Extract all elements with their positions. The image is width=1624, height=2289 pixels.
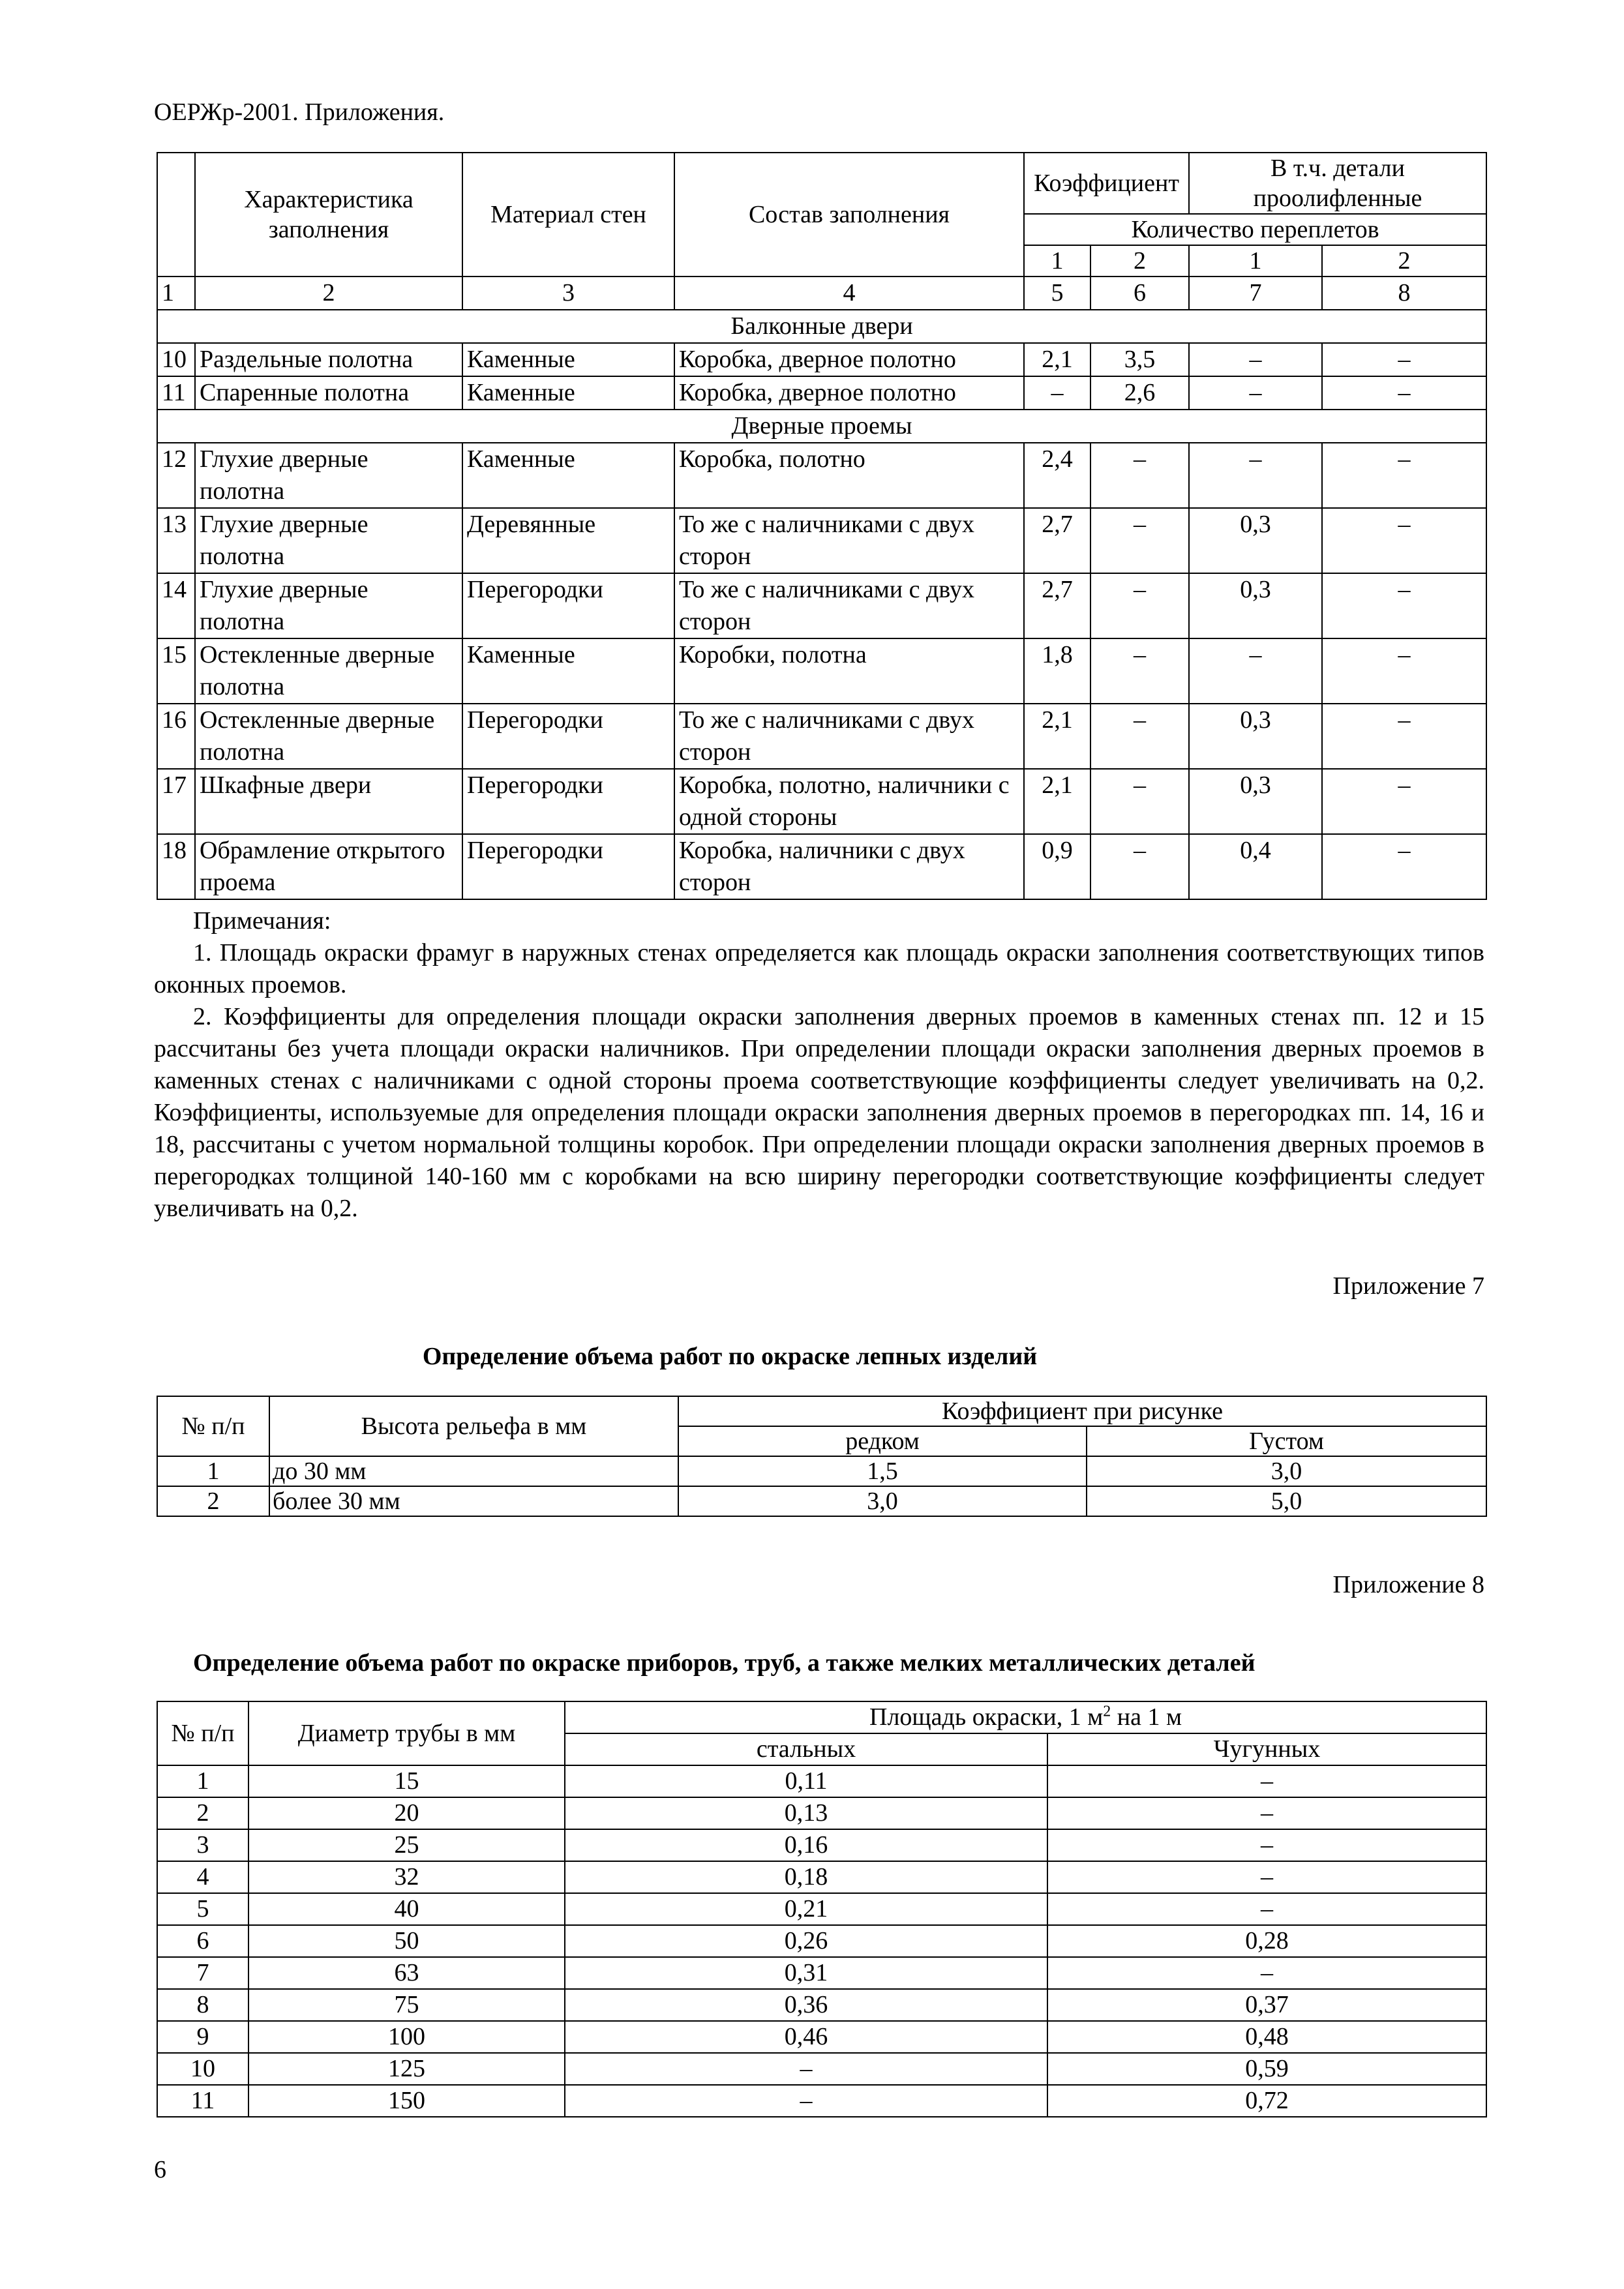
cell-p1: 0,3 xyxy=(1189,508,1322,573)
table-row xyxy=(157,1797,1486,1829)
cell-steel: 0,26 xyxy=(565,1925,1047,1957)
cell-material: Каменные xyxy=(462,638,674,704)
header-coefficient: Коэффициент xyxy=(1024,153,1189,214)
cell-steel: 0,16 xyxy=(565,1829,1047,1861)
cell-num: 4 xyxy=(157,1861,248,1893)
cell-num: 2 xyxy=(157,1486,269,1516)
cell-material: Перегородки xyxy=(462,834,674,899)
cell-num: 8 xyxy=(157,1989,248,2021)
cell-composition: Коробка, полотно, наличники с одной стороны xyxy=(674,769,1024,834)
appendix-7-title xyxy=(157,1342,1486,1371)
appendix-7-title-text: Определение объема работ по окраске лепных изделий xyxy=(422,1343,1038,1370)
cell-composition: То же с наличниками с двух сторон xyxy=(674,508,1024,573)
cell-characteristic: Глухие дверные полотна xyxy=(195,508,462,573)
cell-p1: 0,3 xyxy=(1189,769,1322,834)
table-row xyxy=(157,573,1486,638)
cell-material: Перегородки xyxy=(462,704,674,769)
header-paint-area-sup: 2 xyxy=(1103,1703,1111,1720)
cell-composition: Коробка, наличники с двух сторон xyxy=(674,834,1024,899)
table-row xyxy=(157,1829,1486,1861)
header-paint-area xyxy=(565,1701,1486,1733)
table-row xyxy=(157,343,1486,376)
header-sub: 2 xyxy=(1090,245,1189,277)
cell-p1: – xyxy=(1189,376,1322,410)
cell-characteristic: Раздельные полотна xyxy=(195,343,462,376)
cell-diameter: 50 xyxy=(248,1925,565,1957)
cell-k1: 2,4 xyxy=(1024,443,1090,508)
col-number: 4 xyxy=(674,277,1024,310)
cell-height: до 30 мм xyxy=(269,1456,678,1486)
header-sub: 2 xyxy=(1322,245,1486,277)
col-number: 6 xyxy=(1090,277,1189,310)
cell-p2: – xyxy=(1322,769,1486,834)
header-coefficient: Коэффициент при рисунке xyxy=(678,1396,1486,1426)
header-characteristic: Характеристика заполнения xyxy=(195,153,462,277)
cell-k1: 2,1 xyxy=(1024,343,1090,376)
cell-p1: – xyxy=(1189,638,1322,704)
table-row xyxy=(157,508,1486,573)
table-row xyxy=(157,1861,1486,1893)
cell-characteristic: Глухие дверные полотна xyxy=(195,573,462,638)
cell-cast-iron: – xyxy=(1047,1861,1486,1893)
cell-num: 11 xyxy=(157,376,195,410)
col-number: 2 xyxy=(195,277,462,310)
cell-material: Перегородки xyxy=(462,769,674,834)
cell-cast-iron: – xyxy=(1047,1893,1486,1925)
pipes-table xyxy=(157,1701,1487,2117)
cell-num: 11 xyxy=(157,2085,248,2117)
cell-diameter: 63 xyxy=(248,1957,565,1989)
header-cast-iron: Чугунных xyxy=(1047,1733,1486,1765)
cell-p2: – xyxy=(1322,834,1486,899)
note-1: 1. Площадь окраски фрамуг в наружных стенах определяется как площадь окраски заполнения соответствующих типов оконных проемов. xyxy=(154,939,1484,998)
cell-num: 1 xyxy=(157,1456,269,1486)
page-number: 6 xyxy=(154,2156,166,2183)
cell-characteristic: Шкафные двери xyxy=(195,769,462,834)
header-paint-area-text: Площадь окраски, 1 м xyxy=(869,1703,1104,1731)
cell-steel: 0,36 xyxy=(565,1989,1047,2021)
cell-composition: Коробка, дверное полотно xyxy=(674,343,1024,376)
cell-p2: – xyxy=(1322,638,1486,704)
cell-num: 7 xyxy=(157,1957,248,1989)
cell-num: 10 xyxy=(157,343,195,376)
cell-k1: 2,7 xyxy=(1024,508,1090,573)
cell-characteristic: Остекленные дверные полотна xyxy=(195,638,462,704)
cell-p1: 0,4 xyxy=(1189,834,1322,899)
cell-num: 5 xyxy=(157,1893,248,1925)
table-row xyxy=(157,704,1486,769)
cell-p2: – xyxy=(1322,343,1486,376)
cell-diameter: 20 xyxy=(248,1797,565,1829)
cell-steel: 0,13 xyxy=(565,1797,1047,1829)
cell-k2: – xyxy=(1090,704,1189,769)
cell-num: 14 xyxy=(157,573,195,638)
cell-num: 15 xyxy=(157,638,195,704)
notes-title: Примечания: xyxy=(193,907,331,935)
cell-steel: 0,11 xyxy=(565,1765,1047,1797)
cell-k2: – xyxy=(1090,769,1189,834)
cell-num: 13 xyxy=(157,508,195,573)
cell-material: Каменные xyxy=(462,443,674,508)
table-row xyxy=(157,2053,1486,2085)
cell-num: 9 xyxy=(157,2021,248,2053)
table-row xyxy=(157,1893,1486,1925)
section-door-openings: Дверные проемы xyxy=(157,410,1486,443)
cell-cast-iron: 0,37 xyxy=(1047,1989,1486,2021)
header-steel: стальных xyxy=(565,1733,1047,1765)
col-number: 5 xyxy=(1024,277,1090,310)
doors-coefficient-table xyxy=(157,152,1487,900)
cell-k2: 3,5 xyxy=(1090,343,1189,376)
section-balcony: Балконные двери xyxy=(157,310,1486,343)
table-row xyxy=(157,2085,1486,2117)
cell-composition: Коробка, дверное полотно xyxy=(674,376,1024,410)
cell-p1: 0,3 xyxy=(1189,573,1322,638)
header-sub: 1 xyxy=(1024,245,1090,277)
note-2: 2. Коэффициенты для определения площади окраски заполнения дверных проемов в каменных стенах пп. 12 и 15 рассчитаны без учета площади окраски наличников. При определении площади окраски заполнения дверных проемов в каменных стенах с наличниками с одной стороны проема соответствующие коэффициенты следует увеличивать на 0,2. Коэффициенты, используемые для определения площади окраски заполнения дверных проемов в перегородках пп. 14, 16 и 18, рассчитаны с учетом нормальной толщины коробок. При определении площади окраски заполнения дверных проемов в перегородках толщиной 140-160 мм с коробками на всю ширину перегородки соответствующие коэффициенты следует увеличивать на 0,2. xyxy=(154,1003,1484,1222)
cell-cast-iron: – xyxy=(1047,1797,1486,1829)
header-num: № п/п xyxy=(157,1396,269,1456)
header-sub: 1 xyxy=(1189,245,1322,277)
cell-k1: – xyxy=(1024,376,1090,410)
cell-dense: 5,0 xyxy=(1087,1486,1486,1516)
cell-steel: 0,31 xyxy=(565,1957,1047,1989)
cell-diameter: 15 xyxy=(248,1765,565,1797)
col-number: 1 xyxy=(157,277,195,310)
cell-num: 18 xyxy=(157,834,195,899)
table-row xyxy=(157,376,1486,410)
cell-k2: – xyxy=(1090,638,1189,704)
cell-cast-iron: – xyxy=(1047,1829,1486,1861)
cell-num: 16 xyxy=(157,704,195,769)
cell-diameter: 25 xyxy=(248,1829,565,1861)
cell-p2: – xyxy=(1322,704,1486,769)
cell-dense: 3,0 xyxy=(1087,1456,1486,1486)
header-num: № п/п xyxy=(157,1701,248,1765)
cell-material: Каменные xyxy=(462,343,674,376)
cell-num: 6 xyxy=(157,1925,248,1957)
cell-k2: – xyxy=(1090,508,1189,573)
running-header: ОЕРЖр-2001. Приложения. xyxy=(154,98,445,126)
table-row xyxy=(157,769,1486,834)
cell-k1: 2,1 xyxy=(1024,704,1090,769)
cell-k2: – xyxy=(1090,443,1189,508)
header-relief-height: Высота рельефа в мм xyxy=(269,1396,678,1456)
cell-num: 1 xyxy=(157,1765,248,1797)
header-frames: Количество переплетов xyxy=(1024,214,1486,245)
cell-cast-iron: – xyxy=(1047,1957,1486,1989)
cell-num: 10 xyxy=(157,2053,248,2085)
table-row xyxy=(157,1989,1486,2021)
cell-steel: 0,46 xyxy=(565,2021,1047,2053)
col-number: 8 xyxy=(1322,277,1486,310)
table-row xyxy=(157,1456,1486,1486)
cell-material: Перегородки xyxy=(462,573,674,638)
notes xyxy=(154,905,1484,1225)
cell-rare: 3,0 xyxy=(678,1486,1087,1516)
cell-p2: – xyxy=(1322,573,1486,638)
cell-characteristic: Обрамление открытого проема xyxy=(195,834,462,899)
header-paint-area-text-2: на 1 м xyxy=(1111,1703,1182,1731)
table-row xyxy=(157,834,1486,899)
cell-composition: То же с наличниками с двух сторон xyxy=(674,704,1024,769)
cell-p1: – xyxy=(1189,443,1322,508)
table-row xyxy=(157,638,1486,704)
cell-diameter: 40 xyxy=(248,1893,565,1925)
cell-k2: – xyxy=(1090,573,1189,638)
header-dense: Густом xyxy=(1087,1426,1486,1456)
cell-cast-iron: 0,28 xyxy=(1047,1925,1486,1957)
cell-height: более 30 мм xyxy=(269,1486,678,1516)
header-profiled: В т.ч. детали проолифленные xyxy=(1189,153,1486,214)
header-composition: Состав заполнения xyxy=(674,153,1024,277)
cell-diameter: 150 xyxy=(248,2085,565,2117)
table-row xyxy=(157,2021,1486,2053)
cell-characteristic: Спаренные полотна xyxy=(195,376,462,410)
header-rare: редком xyxy=(678,1426,1087,1456)
cell-diameter: 75 xyxy=(248,1989,565,2021)
cell-rare: 1,5 xyxy=(678,1456,1087,1486)
cell-material: Деревянные xyxy=(462,508,674,573)
cell-cast-iron: 0,59 xyxy=(1047,2053,1486,2085)
cell-num: 12 xyxy=(157,443,195,508)
cell-diameter: 125 xyxy=(248,2053,565,2085)
cell-num: 3 xyxy=(157,1829,248,1861)
table-row xyxy=(157,1925,1486,1957)
cell-p1: – xyxy=(1189,343,1322,376)
header-diameter: Диаметр трубы в мм xyxy=(248,1701,565,1765)
cell-composition: Коробки, полотна xyxy=(674,638,1024,704)
cell-material: Каменные xyxy=(462,376,674,410)
table-row xyxy=(157,443,1486,508)
appendix-8-label: Приложение 8 xyxy=(1332,1571,1484,1598)
molding-table xyxy=(157,1396,1487,1517)
cell-k2: 2,6 xyxy=(1090,376,1189,410)
cell-p2: – xyxy=(1322,508,1486,573)
cell-k1: 0,9 xyxy=(1024,834,1090,899)
cell-characteristic: Глухие дверные полотна xyxy=(195,443,462,508)
cell-p1: 0,3 xyxy=(1189,704,1322,769)
cell-diameter: 32 xyxy=(248,1861,565,1893)
appendix-8-title: Определение объема работ по окраске приборов, труб, а также мелких металлических деталей xyxy=(193,1649,1256,1677)
cell-p2: – xyxy=(1322,443,1486,508)
appendix-7-label: Приложение 7 xyxy=(1332,1272,1484,1300)
cell-cast-iron: 0,72 xyxy=(1047,2085,1486,2117)
cell-composition: Коробка, полотно xyxy=(674,443,1024,508)
cell-num: 17 xyxy=(157,769,195,834)
cell-k1: 1,8 xyxy=(1024,638,1090,704)
cell-steel: – xyxy=(565,2085,1047,2117)
cell-composition: То же с наличниками с двух сторон xyxy=(674,573,1024,638)
col-number: 3 xyxy=(462,277,674,310)
cell-k1: 2,7 xyxy=(1024,573,1090,638)
cell-cast-iron: 0,48 xyxy=(1047,2021,1486,2053)
table-row xyxy=(157,1957,1486,1989)
col-number: 7 xyxy=(1189,277,1322,310)
cell-k1: 2,1 xyxy=(1024,769,1090,834)
cell-k2: – xyxy=(1090,834,1189,899)
header-num-blank xyxy=(157,153,195,277)
header-material: Материал стен xyxy=(462,153,674,277)
table-row xyxy=(157,1486,1486,1516)
cell-steel: 0,18 xyxy=(565,1861,1047,1893)
cell-cast-iron: – xyxy=(1047,1765,1486,1797)
cell-characteristic: Остекленные дверные полотна xyxy=(195,704,462,769)
cell-num: 2 xyxy=(157,1797,248,1829)
cell-diameter: 100 xyxy=(248,2021,565,2053)
cell-steel: – xyxy=(565,2053,1047,2085)
cell-steel: 0,21 xyxy=(565,1893,1047,1925)
cell-p2: – xyxy=(1322,376,1486,410)
table-row xyxy=(157,1765,1486,1797)
